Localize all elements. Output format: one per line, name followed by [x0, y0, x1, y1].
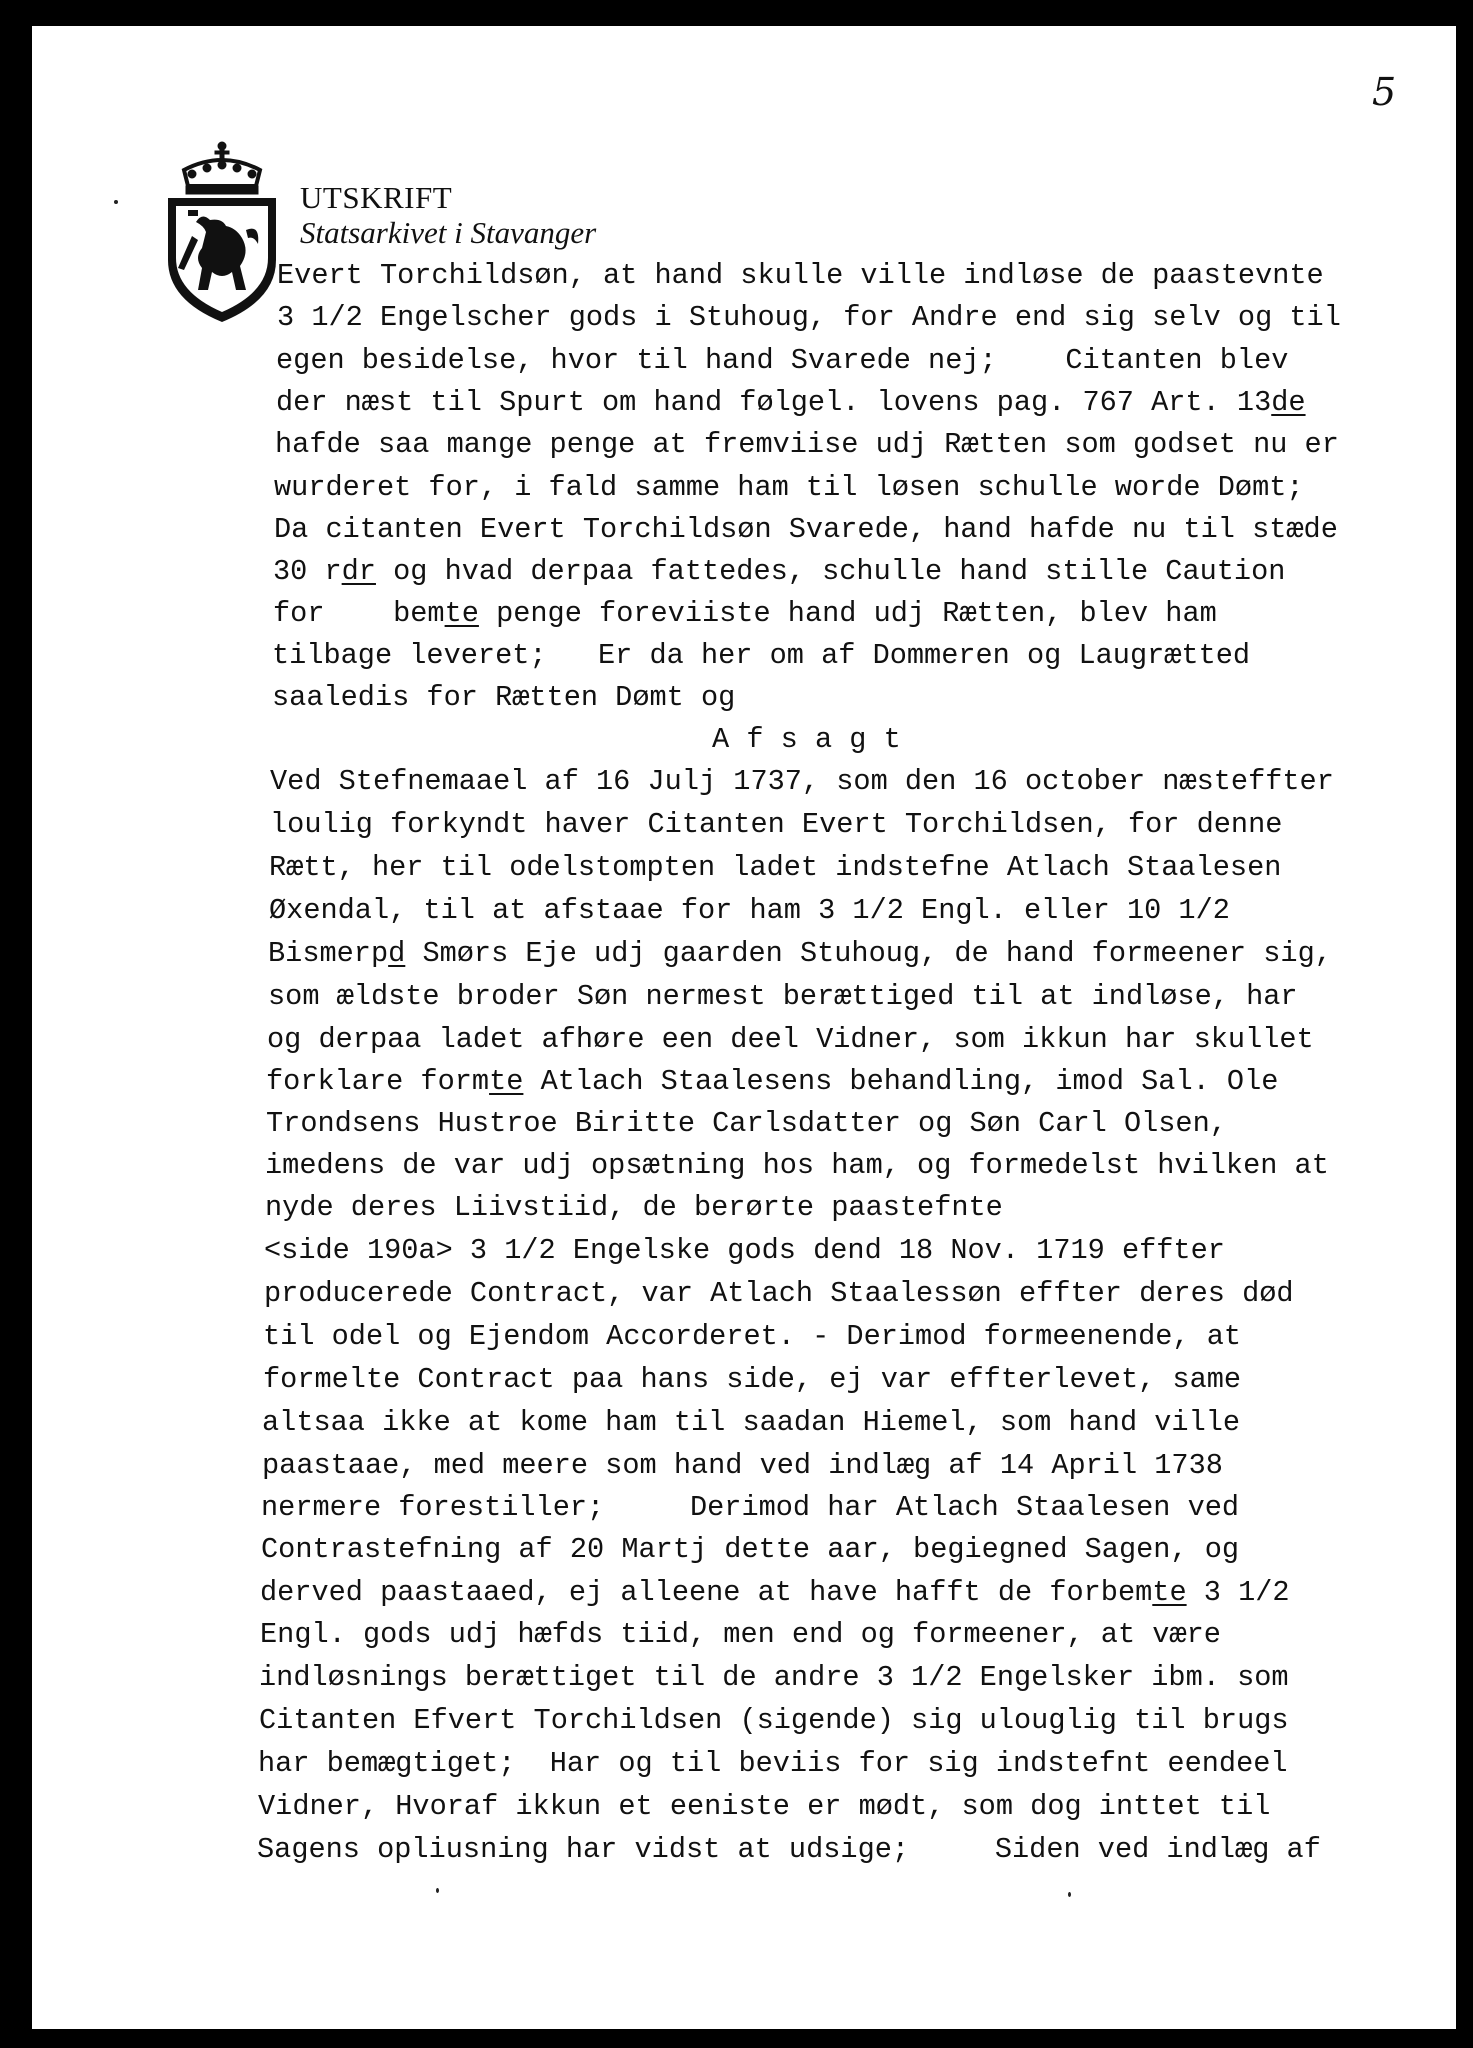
- text-line: paastaae, med meere som hand ved indlæg af 14 April 1738: [262, 1449, 1223, 1482]
- text-line: imedens de var udj opsætning hos ham, og formedelst hvilken at: [265, 1149, 1329, 1182]
- underlined-abbrev: d: [388, 937, 406, 970]
- page-number: 5: [1372, 70, 1397, 114]
- text-line: Ved Stefnemaael af 16 Julj 1737, som den 16 october næsteffter: [270, 765, 1334, 798]
- text-line: wurderet for, i fald samme ham til løsen schulle worde Dømt;: [274, 471, 1304, 504]
- text-line: formelte Contract paa hans side, ej var effterlevet, same: [263, 1363, 1242, 1396]
- text-line: Evert Torchildsøn, at hand skulle ville indløse de paastevnte: [277, 259, 1324, 292]
- text-line: indløsnings berættiget til de andre 3 1/2 Engelsker ibm. som: [259, 1661, 1289, 1694]
- text-line: saaledis for Rætten Dømt og: [272, 681, 736, 714]
- text-line: producerede Contract, var Atlach Staalessøn effter deres død: [264, 1277, 1294, 1310]
- text-line: Vidner, Hvoraf ikkun et eeniste er mødt, som dog inttet til: [258, 1790, 1271, 1823]
- text-line: Sagens opliusning har vidst at udsige; Siden ved indlæg af: [257, 1833, 1321, 1866]
- text-line: altsaa ikke at kome ham til saadan Hiemel, som hand ville: [262, 1406, 1241, 1439]
- text-line: Trondsens Hustroe Biritte Carlsdatter og Søn Carl Olsen,: [266, 1107, 1227, 1140]
- section-heading: A f s a g t: [712, 723, 901, 756]
- underlined-abbrev: te: [1152, 1576, 1187, 1609]
- text-line: Engl. gods udj hæfds tiid, men end og formeener, at være: [260, 1618, 1221, 1651]
- text-line: og derpaa ladet afhøre een deel Vidner, som ikkun har skullet: [267, 1023, 1314, 1056]
- underlined-abbrev: te: [444, 597, 479, 630]
- underlined-abbrev: de: [1271, 386, 1306, 419]
- text-line: tilbage leveret; Er da her om af Dommeren og Laugrætted: [272, 639, 1251, 672]
- text-line: nyde deres Liivstiid, de berørte paastefnte: [265, 1191, 1003, 1224]
- text-line: 30 rdr og hvad derpaa fattedes, schulle hand stille Caution: [273, 555, 1286, 588]
- norwegian-coat-of-arms-icon: [162, 140, 282, 324]
- text-line: Rætt, her til odelstompten ladet indstefne Atlach Staalesen: [269, 851, 1282, 884]
- underlined-abbrev: dr: [341, 555, 376, 588]
- text-line: nermere forestiller; Derimod har Atlach Staalesen ved: [261, 1491, 1240, 1524]
- text-line: hafde saa mange penge at fremviise udj Rætten som godset nu er: [275, 428, 1339, 461]
- header-title: UTSKRIFT: [300, 180, 453, 215]
- text-line: Da citanten Evert Torchildsøn Svarede, hand hafde nu til stæde: [274, 513, 1338, 546]
- speck-mark: [1068, 1892, 1071, 1897]
- text-line: 3 1/2 Engelscher gods i Stuhoug, for Andre end sig selv og til: [277, 301, 1341, 334]
- text-line: som ældste broder Søn nermest berættiged til at indløse, har: [268, 980, 1298, 1013]
- text-line: har bemægtiget; Har og til beviis for sig indstefnt eendeel: [258, 1747, 1288, 1780]
- text-line: forklare formte Atlach Staalesens behandling, imod Sal. Ole: [266, 1065, 1279, 1098]
- text-line: derved paastaaed, ej alleene at have hafft de forbemte 3 1/2: [260, 1576, 1290, 1609]
- speck-mark: [114, 200, 118, 204]
- header-subtitle: Statsarkivet i Stavanger: [300, 215, 597, 250]
- text-line: der næst til Spurt om hand følgel. lovens pag. 767 Art. 13de: [276, 386, 1306, 419]
- text-line: egen besidelse, hvor til hand Svarede nej; Citanten blev: [276, 344, 1289, 377]
- text-line: Øxendal, til at afstaae for ham 3 1/2 Engl. eller 10 1/2: [269, 894, 1230, 927]
- text-line: loulig forkyndt haver Citanten Evert Torchildsen, for denne: [270, 808, 1283, 841]
- text-line: <side 190a> 3 1/2 Engelske gods dend 18 Nov. 1719 effter: [264, 1234, 1225, 1267]
- text-line: til odel og Ejendom Accorderet. - Derimod formeenende, at: [263, 1320, 1242, 1353]
- speck-mark: [436, 1888, 439, 1893]
- text-line: Bismerpd Smørs Eje udj gaarden Stuhoug, de hand formeener sig,: [268, 937, 1332, 970]
- text-line: Citanten Efvert Torchildsen (sigende) sig ulouglig til brugs: [259, 1704, 1289, 1737]
- underlined-abbrev: te: [489, 1065, 524, 1098]
- text-line: for bemte penge foreviiste hand udj Rætten, blev ham: [273, 597, 1217, 630]
- text-line: Contrastefning af 20 Martj dette aar, begiegned Sagen, og: [261, 1533, 1240, 1566]
